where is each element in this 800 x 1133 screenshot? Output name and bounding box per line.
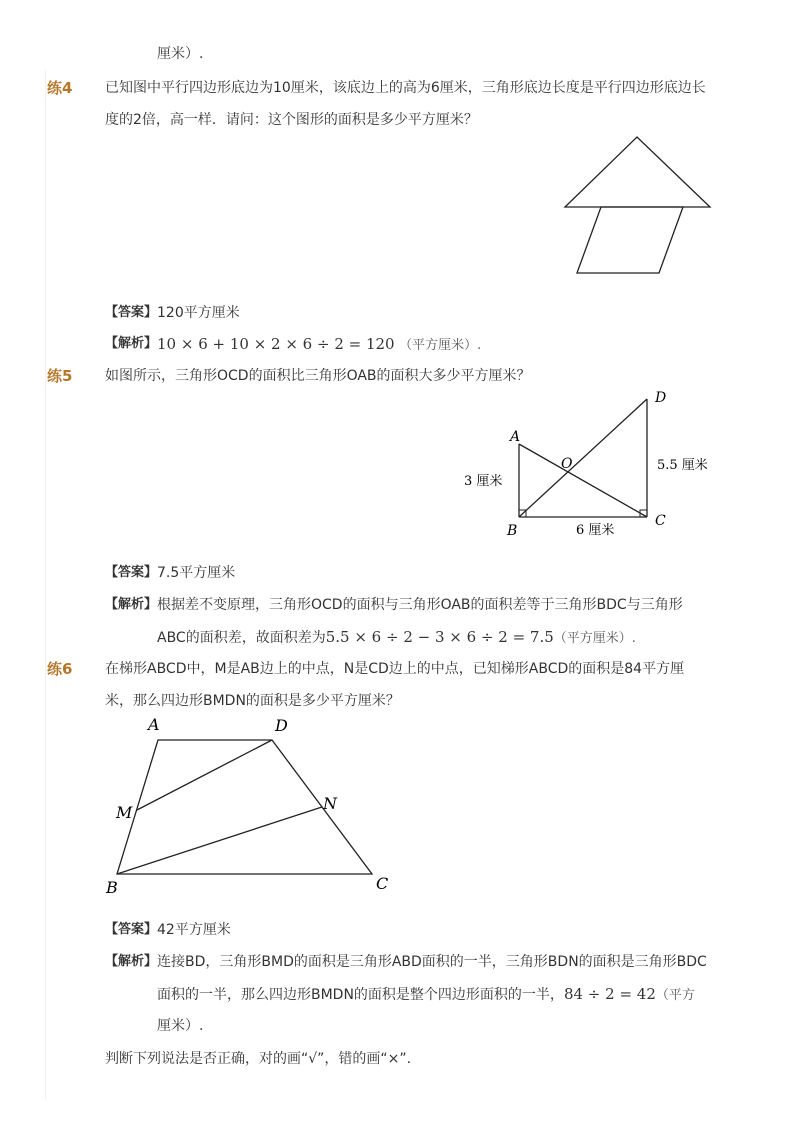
ex6-answer-tag: 【答案】 [105, 922, 158, 937]
ex5-analysis-formula: 5.5 × 6 ÷ 2 − 3 × 6 ÷ 2 = 7.5 [325, 628, 554, 646]
ex6-point-b: B [106, 878, 118, 897]
ex5-question: 如图所示，三角形OCD的面积比三角形OAB的面积大多少平方厘米？ [105, 368, 531, 384]
ex4-triangle [565, 137, 710, 207]
ex4-answer-tag: 【答案】 [105, 305, 158, 320]
ex6-point-m: M [116, 803, 133, 822]
ex4-analysis-tag: 【解析】 [105, 336, 158, 351]
ex5-right-length: 5.5 厘米 [657, 458, 708, 473]
ex5-figure [455, 385, 725, 545]
margin-rule [45, 70, 46, 1100]
ex6-analysis-tag: 【解析】 [105, 954, 158, 969]
ex6-point-d: D [275, 716, 288, 735]
ex5-point-c: C [655, 513, 666, 529]
ex5-line-ac [519, 444, 647, 517]
ex6-answer: 42平方厘米 [157, 922, 231, 938]
ex5-analysis-line2: ABC的面积差，故面积差为 [157, 630, 326, 646]
ex5-point-d: D [655, 390, 667, 406]
ex5-analysis-line1: 根据差不变原理，三角形OCD的面积与三角形OAB的面积差等于三角形BDC与三角形 [157, 597, 683, 613]
ex6-line-md [137, 740, 272, 810]
ex5-point-a: A [510, 429, 521, 445]
ex6-analysis-line3: 厘米）. [157, 1018, 204, 1034]
ex6-analysis-line2: 面积的一半，那么四边形BMDN的面积是整个四边形面积的一半， [157, 987, 564, 1003]
ex5-bottom-length: 6 厘米 [576, 523, 615, 538]
exercise-label-5: 练5 [47, 367, 73, 385]
ex6-point-n: N [323, 794, 337, 813]
ex5-point-o: O [561, 456, 573, 472]
ex6-point-c: C [376, 874, 389, 893]
ex6-analysis-unit: （平方 [655, 988, 695, 1003]
top-fragment: 厘米）. [157, 46, 204, 62]
ex5-left-length: 3 厘米 [464, 474, 503, 489]
ex5-analysis-unit: （平方厘米）. [553, 631, 636, 646]
exercise-label-4: 练4 [47, 79, 73, 97]
ex5-line-bd [519, 399, 647, 517]
ex6-line-bn [117, 807, 322, 874]
ex5-analysis-tag: 【解析】 [105, 597, 158, 612]
ex6-analysis-line1: 连接BD，三角形BMD的面积是三角形ABD面积的一半，三角形BDN的面积是三角形BDC [157, 954, 707, 970]
ex4-parallelogram [577, 207, 683, 273]
ex4-analysis-formula: 10 × 6 + 10 × 2 × 6 ÷ 2 = 120 [157, 335, 395, 353]
ex4-figure [555, 130, 720, 280]
ex6-analysis-formula: 84 ÷ 2 = 42 [563, 985, 656, 1003]
ex4-answer: 120平方厘米 [157, 305, 240, 321]
ex6-question-line2: 米，那么四边形BMDN的面积是多少平方厘米？ [105, 693, 400, 709]
ex6-question-line1: 在梯形ABCD中，M是AB边上的中点，N是CD边上的中点，已知梯形ABCD的面积是84平方厘 [105, 661, 685, 677]
ex4-question-line2: 度的2倍，高一样．请问：这个图形的面积是多少平方厘米？ [105, 112, 478, 128]
judgement-instruction: 判断下列说法是否正确，对的画“√”，错的画“×”. [105, 1051, 412, 1067]
ex4-analysis-unit: （平方厘米）. [399, 338, 482, 353]
ex5-answer: 7.5平方厘米 [157, 565, 236, 581]
ex6-point-a: A [148, 715, 160, 734]
ex5-answer-tag: 【答案】 [105, 565, 158, 580]
ex6-figure [100, 712, 400, 902]
ex5-point-b: B [507, 523, 518, 539]
exercise-label-6: 练6 [47, 660, 73, 678]
ex4-question-line1: 已知图中平行四边形底边为10厘米，该底边上的高为6厘米，三角形底边长度是平行四边形底边长 [105, 80, 706, 96]
